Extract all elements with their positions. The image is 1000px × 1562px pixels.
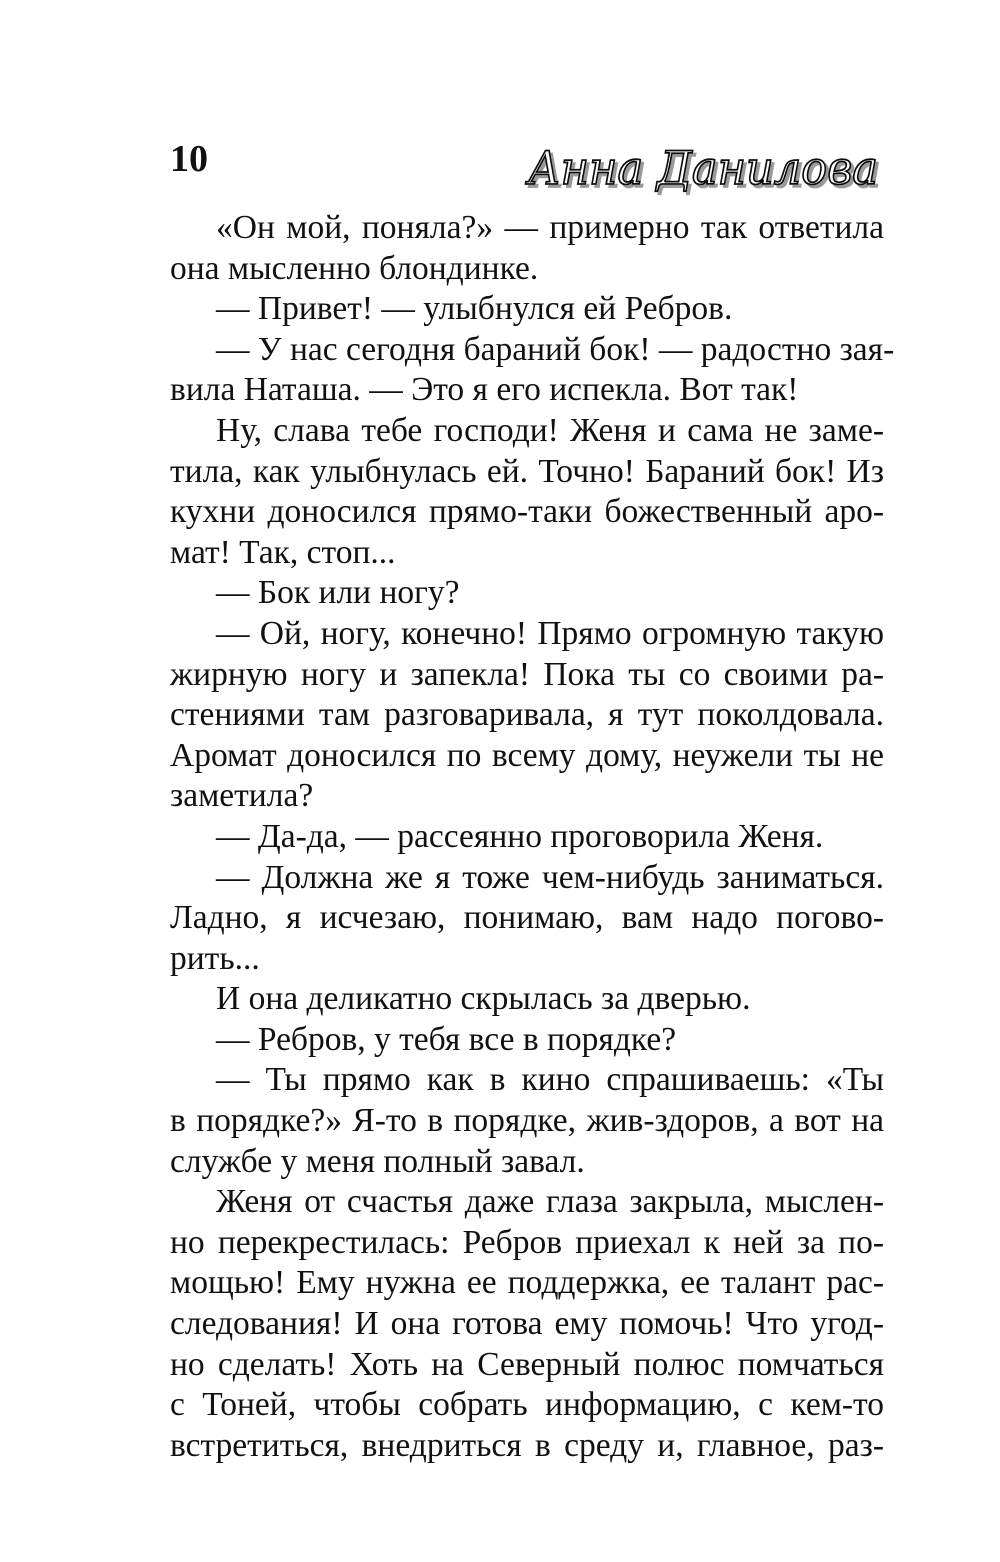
text-line: встретиться, внедриться в среду и, главное, раз- <box>170 1426 884 1464</box>
text-line: И она деликатно скрылась за дверью. <box>216 980 751 1018</box>
text-line: Аромат доносился по всему дому, неужели ты не <box>170 736 884 774</box>
running-head-author-logo <box>520 128 890 208</box>
text-line: кухни доносился прямо-таки божественный аро- <box>170 493 884 531</box>
page-number: 10 <box>170 138 208 180</box>
text-line: тила, как улыбнулась ей. Точно! Бараний бок! Из <box>170 452 884 490</box>
text-line: — Бок или ногу? <box>216 574 460 612</box>
text-line: — У нас сегодня бараний бок! — радостно зая- <box>216 330 895 368</box>
text-line: Ладно, я исчезаю, понимаю, вам надо погово- <box>170 899 884 937</box>
text-line: она мысленно блондинке. <box>170 249 539 287</box>
body-text <box>170 208 895 1466</box>
text-line: — Ой, ногу, конечно! Прямо огромную такую <box>216 614 884 652</box>
text-line: но перекрестилась: Ребров приехал к ней за по- <box>170 1223 884 1261</box>
text-line: следования! И она готова ему помочь! Что угод- <box>170 1305 884 1343</box>
text-line: Женя от счастья даже глаза закрыла, мыслен- <box>216 1183 884 1221</box>
text-line: — Привет! — улыбнулся ей Ребров. <box>216 290 733 328</box>
text-line: — Должна же я тоже чем-нибудь заниматься. <box>216 858 884 896</box>
text-line: вила Наташа. — Это я его испекла. Вот так! <box>170 371 799 409</box>
text-line: «Он мой, поняла?» — примерно так ответила <box>216 209 884 246</box>
text-line: мат! Так, стоп... <box>170 533 396 571</box>
text-line: заметила? <box>170 777 314 815</box>
text-line: в порядке?» Я-то в порядке, жив-здоров, а вот на <box>170 1102 884 1140</box>
text-line: жирную ногу и запекла! Пока ты со своими ра- <box>170 655 884 693</box>
running-head-text: Анна Данилова <box>525 141 878 195</box>
text-line: но сделать! Хоть на Северный полюс помчаться <box>170 1345 884 1383</box>
text-line: — Ребров, у тебя все в порядке? <box>216 1020 677 1058</box>
text-line: Ну, слава тебе господи! Женя и сама не заме- <box>216 411 884 449</box>
text-line: с Тоней, чтобы собрать информацию, с кем-то <box>170 1386 884 1424</box>
text-line: — Да-да, — рассеянно проговорила Женя. <box>216 817 824 855</box>
text-line: стениями там разговаривала, я тут поколдовала. <box>170 696 884 734</box>
text-line: рить... <box>170 939 260 977</box>
text-line: — Ты прямо как в кино спрашиваешь: «Ты <box>216 1061 884 1099</box>
text-line: службе у меня полный завал. <box>170 1142 585 1180</box>
text-line: мощью! Ему нужна ее поддержка, ее талант рас- <box>170 1264 884 1302</box>
